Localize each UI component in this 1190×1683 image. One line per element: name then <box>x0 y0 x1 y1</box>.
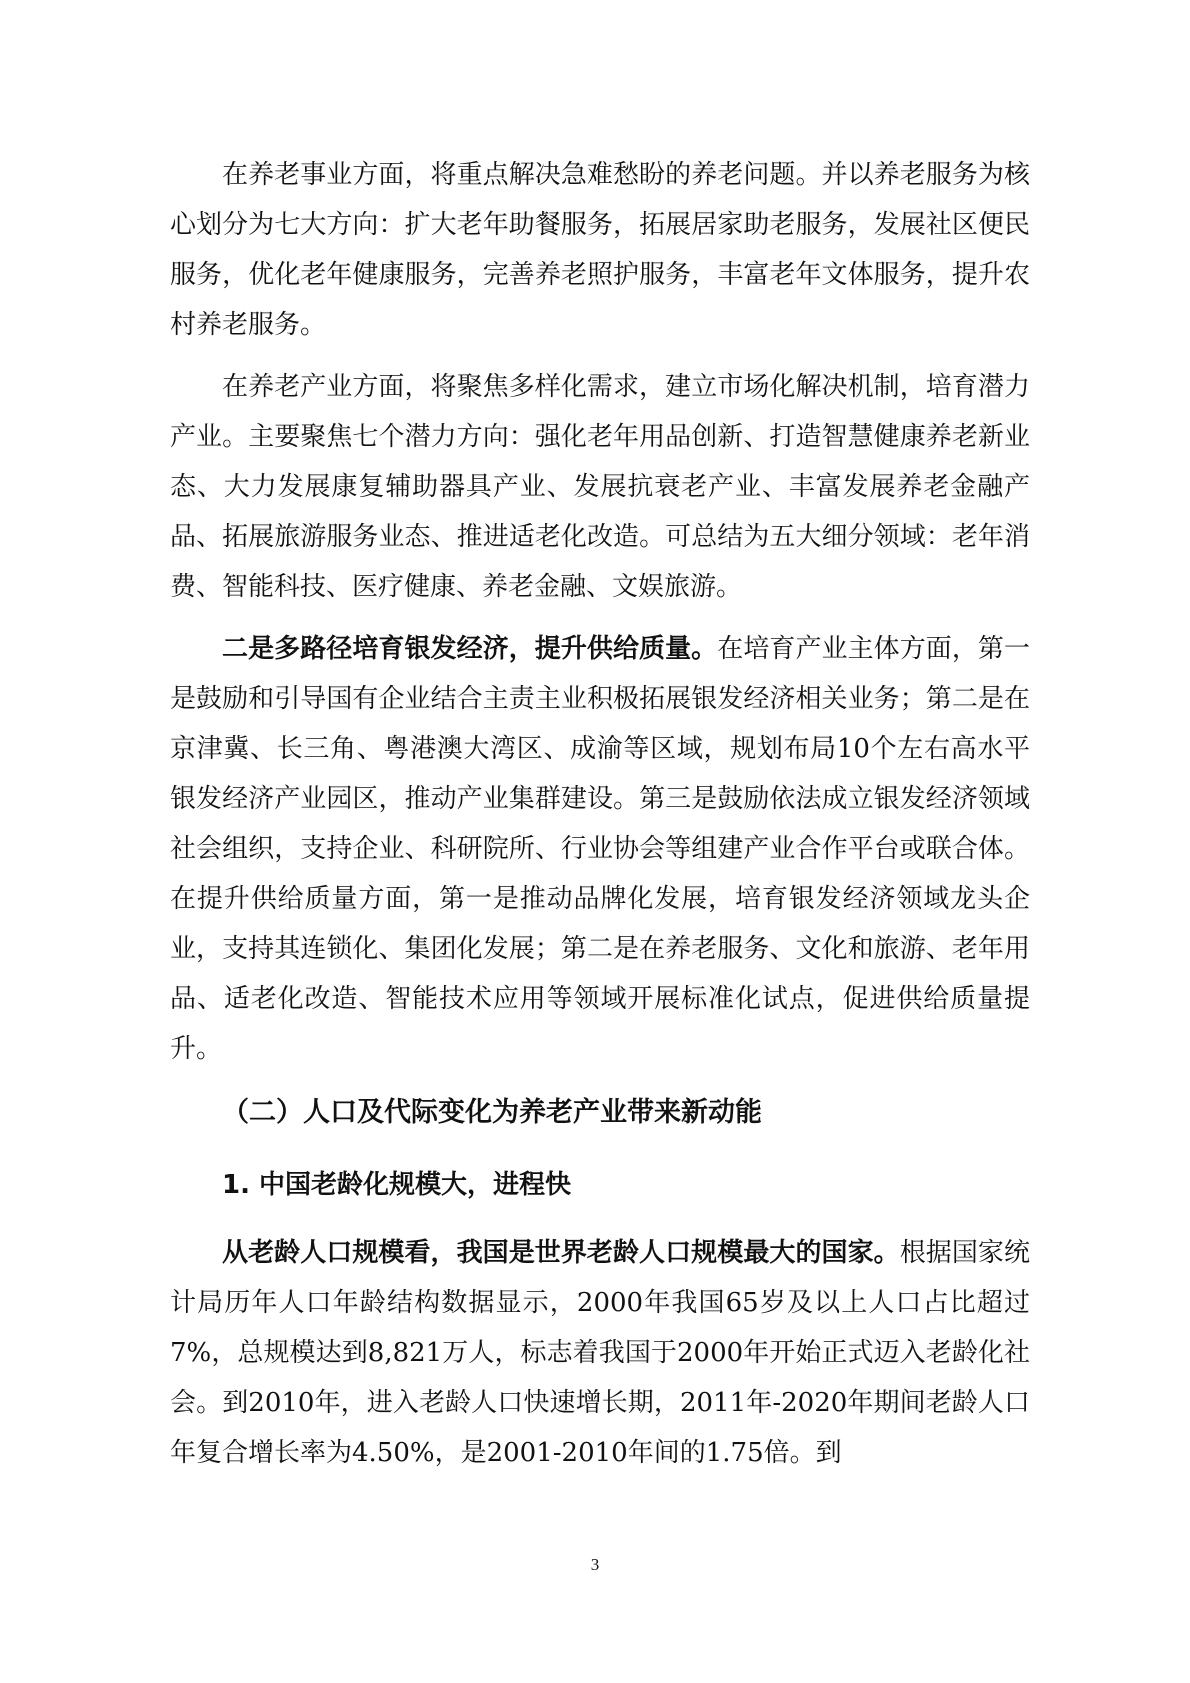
paragraph-elderly-care-cause: 在养老事业方面，将重点解决急难愁盼的养老问题。并以养老服务为核心划分为七大方向：扩大老年助餐服务，拓展居家助老服务，发展社区便民服务，优化老年健康服务，完善养老照护服务，丰富老年文体服务，提升农村养老服务。 <box>170 160 1030 340</box>
subsection-heading: 1. 中国老龄化规模大，进程快 <box>222 1170 572 1200</box>
paragraph-lead-bold: 从老龄人口规模看，我国是世界老龄人口规模最大的国家。 <box>222 1238 900 1268</box>
paragraph-body: 根据国家统计局历年人口年龄结构数据显示，2000年我国65岁及以上人口占比超过7%，总规模达到8,821万人，标志着我国于2000年开始正式迈入老龄化社会。到2010年，进入老龄人口快速增长期，2011年-2020年期间老龄人口年复合增长率为4.50%，是2001-2010年间的1.75倍。到 <box>170 1238 1030 1468</box>
paragraph-silver-economy <box>170 624 1030 1074</box>
document-page <box>170 150 1030 1490</box>
paragraph-lead-bold: 二是多路径培育银发经济，提升供给质量。 <box>222 634 718 664</box>
section-heading: （二）人口及代际变化为养老产业带来新动能 <box>222 1097 762 1128</box>
page-number: 3 <box>590 1555 600 1574</box>
paragraph-aging-population <box>170 1228 1030 1478</box>
paragraph-body: 在培育产业主体方面，第一是鼓励和引导国有企业结合主责主业积极拓展银发经济相关业务；第二是在京津冀、长三角、粤港澳大湾区、成渝等区域，规划布局10个左右高水平银发经济产业园区，推动产业集群建设。第三是鼓励依法成立银发经济领域社会组织，支持企业、科研院所、行业协会等组建产业合作平台或联合体。在提升供给质量方面，第一是推动品牌化发展，培育银发经济领域龙头企业，支持其连锁化、集团化发展；第二是在养老服务、文化和旅游、老年用品、适老化改造、智能技术应用等领域开展标准化试点，促进供给质量提升。 <box>170 634 1030 1064</box>
paragraph-elderly-care-industry: 在养老产业方面，将聚焦多样化需求，建立市场化解决机制，培育潜力产业。主要聚焦七个潜力方向：强化老年用品创新、打造智慧健康养老新业态、大力发展康复辅助器具产业、发展抗衰老产业、丰富发展养老金融产品、拓展旅游服务业态、推进适老化改造。可总结为五大细分领域：老年消费、智能科技、医疗健康、养老金融、文娱旅游。 <box>170 372 1030 602</box>
